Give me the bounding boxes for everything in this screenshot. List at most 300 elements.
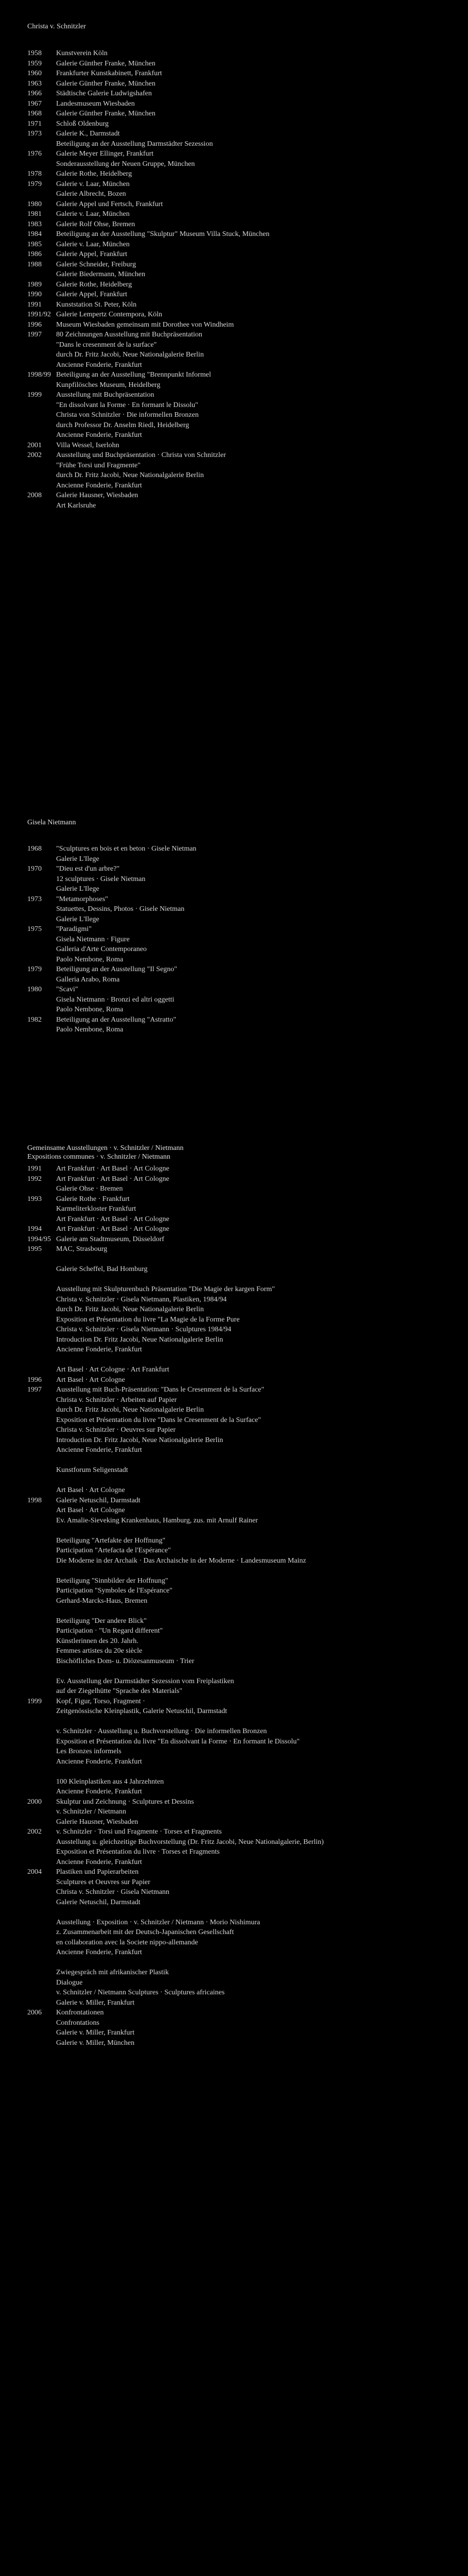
exhibition-detail-line: Galleria Arabo, Roma [56,975,120,984]
exhibition-year: 1994 [27,1225,42,1233]
exhibition-detail-line: v. Schnitzler / Nietmann [56,1808,126,1816]
exhibition-year: 1976 [27,150,42,158]
exhibition-year: 1973 [27,130,42,138]
exhibition-details [56,844,460,864]
exhibition-detail-line: Galerie Schneider, Freiburg [56,260,136,268]
blank-line [56,1566,460,1576]
exhibition-details [56,894,460,925]
exhibition-entry [27,864,460,894]
exhibition-entry [27,260,460,280]
exhibition-detail-line: Galerie Meyer Ellinger, Frankfurt [56,150,154,158]
exhibition-detail-line: Beteiligung "Sinnbilder der Hoffnung" [56,1577,168,1585]
exhibition-year: 1980 [27,986,42,993]
exhibition-year: 1973 [27,895,42,903]
exhibition-detail-line: Beteiligung an der Ausstellung Darmstädter Sezession [56,140,213,148]
exhibition-entry [27,48,460,59]
exhibition-entry [27,99,460,109]
exhibition-detail-line: Ancienne Fonderie, Frankfurt [56,1757,142,1766]
exhibition-detail-line: Femmes artistes du 20e siècle [56,1647,143,1655]
exhibition-detail-line: Art Basel · Art Cologne [56,1486,125,1494]
exhibition-detail-line: Galerie Hausner, Wiesbaden [56,1818,138,1826]
exhibition-detail-line: Participation "Artefacta de l'Espérance" [56,1547,171,1554]
exhibition-detail-line: Sonderausstellung der Neuen Gruppe, München [56,160,195,168]
section-title-line: Expositions communes · v. Schnitzler / Nietmann [27,1153,170,1161]
exhibition-entry [27,1164,460,1174]
exhibition-entry [27,894,460,925]
exhibition-entry [27,1496,460,1697]
exhibition-detail-line: MAC, Strasbourg [56,1245,108,1253]
exhibition-entry [27,1697,460,1797]
exhibition-entry [27,89,460,99]
exhibition-detail-line: Exposition et Présentation du livre "En dissolvant la Forme · En formant le Dissolu" [56,1737,300,1745]
exhibition-year: 1963 [27,79,42,88]
exhibition-year: 1990 [27,291,42,298]
exhibition-details [56,48,460,59]
exhibition-entry [27,440,460,451]
exhibition-entry [27,290,460,300]
exhibition-entry [27,1867,460,2008]
exhibition-detail-line: Confrontations [56,2019,99,2027]
exhibition-detail-line: Ev. Ausstellung der Darmstädter Sezession vom Freiplastiken [56,1677,234,1685]
exhibition-year: 1991 [27,1165,42,1173]
exhibition-detail-line: Gisela Nietmann · Figure [56,935,130,943]
exhibition-year: 1959 [27,59,42,67]
exhibition-entry [27,1224,460,1234]
exhibition-detail-line: Beteiligung an der Ausstellung "Skulptur" Museum Villa Stuck, München [56,230,270,238]
exhibition-details [56,199,460,210]
exhibition-detail-line: Galerie Rothe · Frankfurt [56,1195,130,1203]
exhibition-detail-line: Beteiligung an der Ausstellung "Il Segno" [56,965,178,973]
blank-line [56,1275,460,1285]
exhibition-details [56,1234,460,1245]
section-title-line: Gemeinsame Ausstellungen · v. Schnitzler / Nietmann [27,1144,184,1152]
section-title-nietmann [27,818,76,827]
exhibition-detail-line: Beteiligung "Artefakte der Hoffnung" [56,1536,166,1545]
exhibition-detail-line: Galerie am Stadtmuseum, Düsseldorf [56,1235,164,1243]
exhibition-details [56,964,460,985]
exhibition-details [56,1797,460,1827]
exhibition-detail-line: Ancienne Fonderie, Frankfurt [56,431,142,439]
exhibition-details [56,1867,460,2008]
exhibition-detail-line: Beteiligung an der Ausstellung "Brennpunkt Informel [56,371,211,379]
exhibition-year: 2000 [27,1798,42,1806]
exhibition-detail-line: Paolo Nembone, Roma [56,1006,124,1013]
exhibition-detail-line: Ausstellung · Exposition · v. Schnitzler / Nietmann · Morio Nishimura [56,1918,261,1926]
exhibition-detail-line: Die Moderne in der Archaik · Das Archaische in der Moderne · Landesmuseum Mainz [56,1556,306,1565]
exhibition-detail-line: Galerie Rolf Ohse, Bremen [56,220,135,228]
exhibition-detail-line: Christa v. Schnitzler · Gisela Nietmann [56,1888,169,1896]
exhibition-details [56,2008,460,2048]
exhibition-detail-line: Karmeliterkloster Frankfurt [56,1205,136,1213]
exhibition-detail-line: v. Schnitzler · Torsi und Fragmente · Torses et Fragments [56,1828,222,1836]
exhibition-detail-line: "Dieu est d'un arbre?" [56,865,120,873]
exhibition-list-schnitzler [27,48,460,511]
exhibition-details [56,169,460,179]
exhibition-entry [27,119,460,129]
exhibition-detail-line: Ancienne Fonderie, Frankfurt [56,481,142,489]
exhibition-detail-line: "En dissolvant la Forme · En formant le Dissolu" [56,401,198,409]
exhibition-detail-line: Exposition et Présentation du livre "La Magie de la Forme Pure [56,1315,240,1324]
exhibition-detail-line: Zwiegespräch mit afrikanischer Plastik [56,1969,169,1976]
exhibition-year: 1981 [27,210,42,218]
exhibition-detail-line: Kunststation St. Peter, Köln [56,300,137,309]
exhibition-entry [27,109,460,119]
exhibition-detail-line: z. Zusammenarbeit mit der Deutsch-Japanischen Gesellschaft [56,1928,234,1936]
exhibition-entry [27,964,460,985]
exhibition-detail-line: Galerie v. Miller, Frankfurt [56,2029,135,2037]
blank-line [56,1606,460,1616]
exhibition-details [56,99,460,109]
exhibition-detail-line: Ausstellung u. gleichzeitige Buchvorstellung (Dr. Fritz Jacobi, Neue Nationalgalerie, Berlin) [56,1838,324,1846]
exhibition-detail-line: Art Basel · Art Cologne · Art Frankfurt [56,1366,169,1374]
exhibition-detail-line: Ancienne Fonderie, Frankfurt [56,1346,142,1353]
exhibition-detail-line: Kopf, Figur, Torso, Fragment · [56,1697,145,1705]
exhibition-details [56,209,460,219]
exhibition-detail-line: Ancienne Fonderie, Frankfurt [56,1446,142,1454]
exhibition-year: 1980 [27,200,42,208]
exhibition-entry [27,1234,460,1245]
exhibition-detail-line: Künstlerinnen des 20. Jahrh. [56,1637,138,1645]
exhibition-details [56,1224,460,1234]
exhibition-detail-line: Galerie Netuschil, Darmstadt [56,1898,141,1906]
exhibition-detail-line: Galerie Biedermann, München [56,270,145,278]
blank-line [56,1526,460,1536]
exhibition-entry [27,59,460,69]
exhibition-details [56,89,460,99]
exhibition-year: 1966 [27,90,42,97]
exhibition-year: 1979 [27,965,42,973]
exhibition-year: 2008 [27,492,42,499]
exhibition-detail-line: Galerie Appel und Fertsch, Frankfurt [56,200,163,208]
exhibition-year: 1989 [27,280,42,289]
exhibition-year: 1983 [27,220,42,228]
exhibition-details [56,119,460,129]
exhibition-detail-line: Galerie v. Miller, Frankfurt [56,1998,135,2007]
exhibition-detail-line: Beteiligung "Der andere Blick" [56,1617,147,1625]
exhibition-detail-line: "Metamorphoses" [56,895,108,903]
exhibition-details [56,440,460,451]
exhibition-entry [27,240,460,250]
exhibition-detail-line: Ancienne Fonderie, Frankfurt [56,361,142,369]
exhibition-detail-line: Exposition et Présentation du livre "Dans le Cresenment de la Surface" [56,1416,261,1424]
exhibition-detail-line: Kunstforum Seligenstadt [56,1466,128,1474]
exhibition-year: 1986 [27,250,42,258]
exhibition-year: 1978 [27,170,42,178]
exhibition-entry [27,129,460,149]
exhibition-year: 1968 [27,110,42,117]
exhibition-detail-line: Ancienne Fonderie, Frankfurt [56,1858,142,1866]
exhibition-detail-line: Galerie v. Laar, München [56,180,130,188]
exhibition-year: 1988 [27,260,42,268]
exhibition-detail-line: Zeitgenössische Kleinplastik, Galerie Netuschil, Darmstadt [56,1707,228,1715]
exhibition-detail-line: Ausstellung mit Skulpturenbuch Präsentation "Die Magie der kargen Form" [56,1285,275,1293]
exhibition-details [56,1496,460,1697]
exhibition-details [56,310,460,320]
exhibition-year: 2001 [27,441,42,449]
exhibition-detail-line: Gerhard-Marcks-Haus, Bremen [56,1597,148,1605]
exhibition-details [56,1015,460,1035]
exhibition-year: 2006 [27,2009,42,2016]
exhibition-detail-line: Ancienne Fonderie, Frankfurt [56,1948,142,1956]
exhibition-year: 2004 [27,1868,42,1876]
exhibition-detail-line: Introduction Dr. Fritz Jacobi, Neue Nationalgalerie Berlin [56,1436,223,1444]
exhibition-year: 1991/92 [27,311,51,318]
exhibition-entry [27,330,460,370]
exhibition-detail-line: Ausstellung und Buchpräsentation · Christa von Schnitzler [56,451,226,459]
exhibition-detail-line: Villa Wessel, Iserlohn [56,441,119,449]
section-title-schnitzler [27,22,86,31]
exhibition-detail-line: Ausstellung mit Buch-Präsentation: "Dans le Cresenment de la Surface" [56,1386,265,1394]
section-title-joint [27,1144,184,1161]
exhibition-detail-line: "Scavi" [56,986,78,993]
exhibition-detail-line: Galerie Albrecht, Bozen [56,190,126,198]
exhibition-detail-line: Galerie v. Laar, München [56,210,130,218]
exhibition-entry [27,79,460,89]
exhibition-detail-line: Art Basel · Art Cologne [56,1376,125,1384]
exhibition-detail-line: Galerie v. Laar, München [56,240,130,248]
exhibition-details [56,330,460,370]
exhibition-detail-line: Statuettes, Dessins, Photos · Gisele Nietman [56,905,185,913]
exhibition-year: 1994/95 [27,1235,51,1243]
exhibition-detail-line: Galerie Scheffel, Bad Homburg [56,1265,148,1273]
exhibition-details [56,1174,460,1194]
exhibition-detail-line: Galerie Günther Franke, München [56,79,155,88]
exhibition-details [56,280,460,290]
exhibition-entry [27,1174,460,1194]
exhibition-entry [27,844,460,864]
exhibition-details [56,370,460,390]
exhibition-year: 1997 [27,331,42,338]
exhibition-list-joint [27,1164,460,2048]
exhibition-detail-line: Sculptures et Oeuvres sur Papier [56,1878,150,1886]
exhibition-entry [27,199,460,210]
blank-line [56,1666,460,1676]
exhibition-year: 1970 [27,865,42,873]
exhibition-detail-line: "Paradigmi" [56,925,92,933]
exhibition-detail-line: Skulptur und Zeichnung · Sculptures et Dessins [56,1798,194,1806]
exhibition-details [56,985,460,1015]
exhibition-detail-line: Galleria d'Arte Contemporaneo [56,945,147,953]
exhibition-detail-line: Kunpfilösches Museum, Heidelberg [56,381,161,389]
exhibition-detail-line: Christa v. Schnitzler · Gisela Nietmann · Sculptures 1984/94 [56,1326,232,1333]
exhibition-year: 1971 [27,120,42,128]
exhibition-detail-line: Ausstellung mit Buchpräsentation [56,391,154,399]
exhibition-entry [27,179,460,199]
exhibition-year: 1991 [27,300,42,309]
exhibition-detail-line: Les Bronzes informels [56,1748,122,1755]
exhibition-year: 1998 [27,1496,42,1504]
exhibition-detail-line: Participation "Symboles de l'Espérance" [56,1587,172,1595]
exhibition-year: 1997 [27,1386,42,1394]
exhibition-detail-line: Galerie L'Ilege [56,855,99,863]
exhibition-entry [27,1797,460,1827]
exhibition-detail-line: Paolo Nembone, Roma [56,955,124,963]
exhibition-details [56,300,460,310]
exhibition-detail-line: Konfrontationen [56,2009,104,2016]
exhibition-detail-line: Galerie L'Ilege [56,885,99,893]
exhibition-year: 1967 [27,99,42,108]
exhibition-entry [27,320,460,330]
exhibition-year: 1979 [27,180,42,188]
exhibition-details [56,1827,460,1867]
exhibition-detail-line: Landesmuseum Wiesbaden [56,99,135,108]
exhibition-detail-line: Galerie Rothe, Heidelberg [56,170,132,178]
exhibition-detail-line: Ancienne Fonderie, Frankfurt [56,1788,142,1795]
exhibition-detail-line: durch Dr. Fritz Jacobi, Neue Nationalgalerie Berlin [56,1406,204,1414]
exhibition-details [56,924,460,964]
exhibition-detail-line: Paolo Nembone, Roma [56,1026,124,1033]
exhibition-entry [27,370,460,390]
exhibition-details [56,219,460,230]
exhibition-details [56,79,460,89]
blank-line [56,1717,460,1727]
exhibition-details [56,450,460,490]
exhibition-entry [27,1244,460,1375]
exhibition-detail-line: "Sculptures en bois et en beton · Gisele Nietman [56,845,197,853]
exhibition-detail-line: Galerie Ohse · Bremen [56,1185,123,1193]
exhibition-detail-line: durch Dr. Fritz Jacobi, Neue Nationalgalerie Berlin [56,1306,204,1313]
exhibition-detail-line: Beteiligung an der Ausstellung "Astratto" [56,1015,177,1024]
exhibition-entry [27,229,460,240]
exhibition-detail-line: Christa v. Schnitzler · Arbeiten auf Papier [56,1396,177,1404]
exhibition-detail-line: Art Frankfurt · Art Basel · Art Cologne [56,1165,169,1173]
exhibition-detail-line: durch Dr. Fritz Jacobi, Neue Nationalgalerie Berlin [56,471,204,479]
exhibition-entry [27,1015,460,1035]
exhibition-details [56,240,460,250]
exhibition-entry [27,390,460,440]
exhibition-detail-line: 80 Zeichnungen Ausstellung mit Buchpräsentation [56,331,202,338]
exhibition-details [56,59,460,69]
blank-line [56,1255,460,1265]
blank-line [56,1355,460,1365]
exhibition-detail-line: Christa v. Schnitzler · Gisela Nietmann, Plastiken, 1984/94 [56,1295,227,1303]
exhibition-year: 1985 [27,240,42,248]
exhibition-year: 1982 [27,1015,42,1024]
exhibition-year: 1995 [27,1245,42,1253]
exhibition-entry [27,310,460,320]
blank-line [56,1958,460,1968]
exhibition-entry [27,219,460,230]
exhibition-detail-line: Exposition et Présentation du livre · Torses et Fragments [56,1848,220,1856]
exhibition-detail-line: Christa von Schnitzler · Die informellen Bronzen [56,411,199,419]
exhibition-detail-line: Galerie Günther Franke, München [56,110,155,117]
exhibition-detail-line: Bischöfliches Dom- u. Diözesanmuseum · Trier [56,1657,195,1665]
exhibition-entry [27,490,460,511]
exhibition-detail-line: Galerie L'Ilege [56,915,99,923]
exhibition-year: 1958 [27,49,42,57]
exhibition-details [56,864,460,894]
exhibition-details [56,1375,460,1385]
exhibition-entry [27,209,460,219]
exhibition-details [56,249,460,260]
exhibition-detail-line: Christa v. Schnitzler · Oeuvres sur Papier [56,1426,176,1434]
exhibition-detail-line: Schloß Oldenburg [56,120,109,128]
exhibition-entry [27,1375,460,1385]
exhibition-entry [27,249,460,260]
blank-line [56,1767,460,1777]
exhibition-detail-line: Dialogue [56,1978,83,1987]
exhibition-details [56,1244,460,1375]
exhibition-details [56,1164,460,1174]
exhibition-details [56,69,460,79]
exhibition-entry [27,149,460,169]
exhibition-detail-line: Art Basel · Art Cologne [56,1506,125,1514]
exhibition-detail-line: durch Professor Dr. Anselm Riedl, Heidelberg [56,421,189,429]
exhibition-detail-line: Art Frankfurt · Art Basel · Art Cologne [56,1215,169,1223]
exhibition-details [56,1697,460,1797]
exhibition-entry [27,169,460,179]
blank-line [56,1455,460,1466]
exhibition-details [56,390,460,440]
exhibition-detail-line: Galerie Appel, Frankfurt [56,250,128,258]
exhibition-entry [27,450,460,490]
exhibition-detail-line: "Frühe Torsi und Fragmente" [56,461,141,469]
exhibition-detail-line: v. Schnitzler · Ausstellung u. Buchvorstellung · Die informellen Bronzen [56,1727,267,1735]
exhibition-entry [27,1194,460,1225]
exhibition-year: 1999 [27,391,42,399]
exhibition-detail-line: Museum Wiesbaden gemeinsam mit Dorothee von Windheim [56,320,234,329]
exhibition-year: 1975 [27,925,42,933]
exhibition-details [56,490,460,511]
exhibition-details [56,320,460,330]
exhibition-details [56,1194,460,1225]
exhibition-detail-line: Galerie v. Miller, München [56,2039,135,2047]
exhibition-details [56,1385,460,1496]
exhibition-entry [27,280,460,290]
exhibition-detail-line: Galerie Appel, Frankfurt [56,291,128,298]
exhibition-detail-line: en collaboration avec la Societe nippo-allemande [56,1938,198,1946]
exhibition-detail-line: Galerie Lempertz Contempora, Köln [56,311,163,318]
exhibition-detail-line: Galerie Hausner, Wiesbaden [56,492,138,499]
exhibition-detail-line: Frankfurter Kunstkabinett, Frankfurt [56,70,162,77]
exhibition-entry [27,69,460,79]
exhibition-year: 1960 [27,70,42,77]
exhibition-details [56,290,460,300]
exhibition-detail-line: Art Frankfurt · Art Basel · Art Cologne [56,1225,169,1233]
exhibition-entry [27,924,460,964]
blank-line [56,1907,460,1918]
exhibition-detail-line: Art Karlsruhe [56,501,96,510]
blank-line [56,1476,460,1486]
exhibition-year: 1998/99 [27,371,51,379]
exhibition-detail-line: 100 Kleinplastiken aus 4 Jahrzehnten [56,1777,164,1786]
exhibition-detail-line: Gisela Nietmann · Bronzi ed altri oggetti [56,995,175,1004]
exhibition-details [56,149,460,169]
section-title-line: Gisela Nietmann [27,819,76,826]
exhibition-year: 1968 [27,845,42,853]
exhibition-detail-line: v. Schnitzler / Nietmann Sculptures · Sculptures africaines [56,1989,225,1996]
exhibition-year: 1984 [27,230,42,238]
exhibition-list-nietmann [27,844,460,1035]
exhibition-detail-line: Participation · "Un Regard different" [56,1627,163,1635]
exhibition-year: 2002 [27,1828,42,1836]
exhibition-detail-line: Plastiken und Papierarbeiten [56,1868,139,1876]
exhibition-entry [27,1827,460,1867]
exhibition-detail-line: Galerie Günther Franke, München [56,59,155,67]
exhibition-details [56,109,460,119]
exhibition-year: 1996 [27,320,42,329]
exhibition-year: 1996 [27,1376,42,1384]
exhibition-entry [27,300,460,310]
exhibition-detail-line: Galerie Netuschil, Darmstadt [56,1496,141,1504]
section-title-line: Christa v. Schnitzler [27,23,86,30]
exhibition-detail-line: Introduction Dr. Fritz Jacobi, Neue Nationalgalerie Berlin [56,1335,223,1344]
exhibition-detail-line: durch Dr. Fritz Jacobi, Neue Nationalgalerie Berlin [56,351,204,359]
exhibition-detail-line: Galerie K., Darmstadt [56,130,120,138]
exhibition-detail-line: "Dans le cresenment de la surface" [56,341,157,349]
exhibition-year: 1993 [27,1195,42,1203]
exhibition-year: 1992 [27,1175,42,1183]
